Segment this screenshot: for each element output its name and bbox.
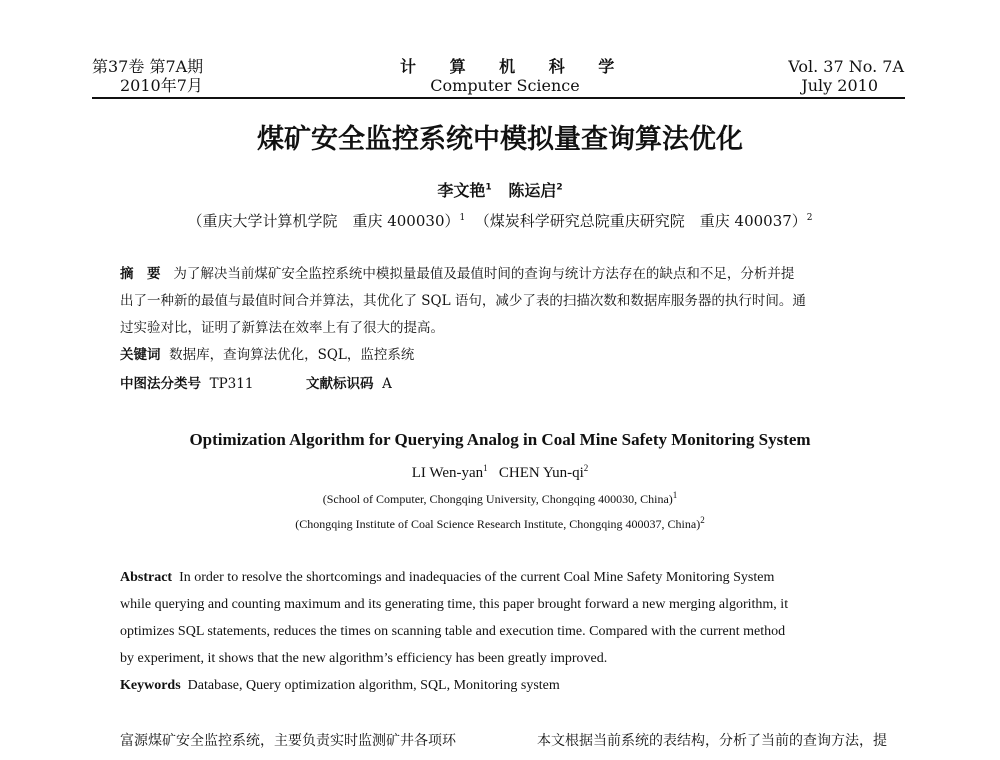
- journal-title-cn: 计 算 机 科 学: [400, 57, 629, 76]
- abstract-cn-line1: [120, 262, 794, 286]
- intro-right-column: 本文根据当前系统的表结构，分析了当前的查询方法，提: [537, 733, 887, 749]
- clc-value: TP311: [209, 376, 254, 392]
- affil1-en: (School of Computer, Chongqing University, Chongqing 400030, China): [322, 492, 673, 506]
- keywords-cn-text: 数据库，查询算法优化，SQL，监控系统: [169, 347, 415, 363]
- issue-date-en: July 2010: [801, 76, 878, 95]
- abstract-en-line1: [120, 565, 774, 592]
- keywords-en-text: Database, Query optimization algorithm, SQL, Monitoring system: [187, 678, 560, 693]
- abstract-cn-text1: 为了解决当前煤矿安全监控系统中模拟量最值及最值时间的查询与统计方法存在的缺点和不足，分析并提: [173, 266, 795, 282]
- abstract-en-text1: In order to resolve the shortcomings and inadequacies of the current Coal Mine Safety Monitoring System: [179, 570, 775, 585]
- affil1-en-sup: 1: [672, 490, 678, 500]
- classification: [120, 372, 392, 396]
- keywords-label-en: Keywords: [120, 678, 181, 693]
- abstract-en-line3: optimizes SQL statements, reduces the times on scanning table and execution time. Compared with the current method: [120, 624, 786, 639]
- abstract-en-line4: by experiment, it shows that the new algorithm’s efficiency has been greatly improved.: [120, 651, 608, 666]
- author1-cn: 李文艳: [437, 181, 486, 200]
- author2-sup: 2: [556, 182, 563, 193]
- author2-cn: 陈运启: [508, 181, 557, 200]
- keywords-cn: [120, 343, 414, 367]
- affil2-cn: （煤炭科学研究总院重庆研究院 重庆 400037）: [474, 212, 807, 230]
- affil1-en-line: [0, 490, 1000, 507]
- volume-issue: 第37卷 第7A期: [92, 57, 204, 76]
- abstract-en-line2: while querying and counting maximum and its generating time, this paper brought forward a new merging algorithm, it: [120, 597, 789, 612]
- header-rule: [92, 97, 905, 99]
- author2-en-sup: 2: [583, 463, 589, 473]
- affil2-en: (Chongqing Institute of Coal Science Research Institute, Chongqing 400037, China): [295, 517, 701, 531]
- clc-label: 中图法分类号: [120, 376, 201, 392]
- author2-en: CHEN Yun-qi: [498, 465, 584, 481]
- doc-code-value: A: [382, 376, 392, 392]
- affil2-sup: 2: [806, 213, 813, 223]
- affil1-cn: （重庆大学计算机学院 重庆 400030）: [187, 212, 460, 230]
- author1-en-sup: 1: [483, 463, 488, 473]
- abstract-label-en: Abstract: [120, 570, 173, 585]
- abstract-cn-line2: 出了一种新的最值与最值时间合并算法，其优化了 SQL 语句，减少了表的扫描次数和数据库服务器的执行时间。通: [120, 293, 806, 309]
- affil2-en-line: [0, 515, 1000, 532]
- keywords-en: [120, 673, 560, 700]
- intro-left-column: 富源煤矿安全监控系统，主要负责实时监测矿井各项环: [120, 733, 456, 749]
- journal-title-en: Computer Science: [430, 76, 580, 95]
- keywords-label-cn: 关键词: [120, 347, 161, 363]
- affil1-sup: 1: [459, 213, 466, 223]
- authors-en: [0, 463, 1000, 482]
- abstract-cn-line3: 过实验对比，证明了新算法在效率上有了很大的提高。: [120, 320, 444, 336]
- paper-title-cn: 煤矿安全监控系统中模拟量查询算法优化: [257, 124, 743, 155]
- paper-title-en: Optimization Algorithm for Querying Analog in Coal Mine Safety Monitoring System: [189, 430, 811, 449]
- affil2-en-sup: 2: [700, 515, 705, 525]
- affiliations-cn: [0, 210, 1000, 231]
- volume-number-en: Vol. 37 No. 7A: [788, 57, 904, 76]
- author1-en: LI Wen-yan: [411, 465, 484, 481]
- author1-sup: 1: [485, 182, 492, 193]
- authors-cn: [0, 178, 1000, 201]
- issue-date-cn: 2010年7月: [120, 76, 203, 95]
- abstract-label-cn: 摘 要: [120, 266, 161, 282]
- doc-code-label: 文献标识码: [306, 376, 374, 392]
